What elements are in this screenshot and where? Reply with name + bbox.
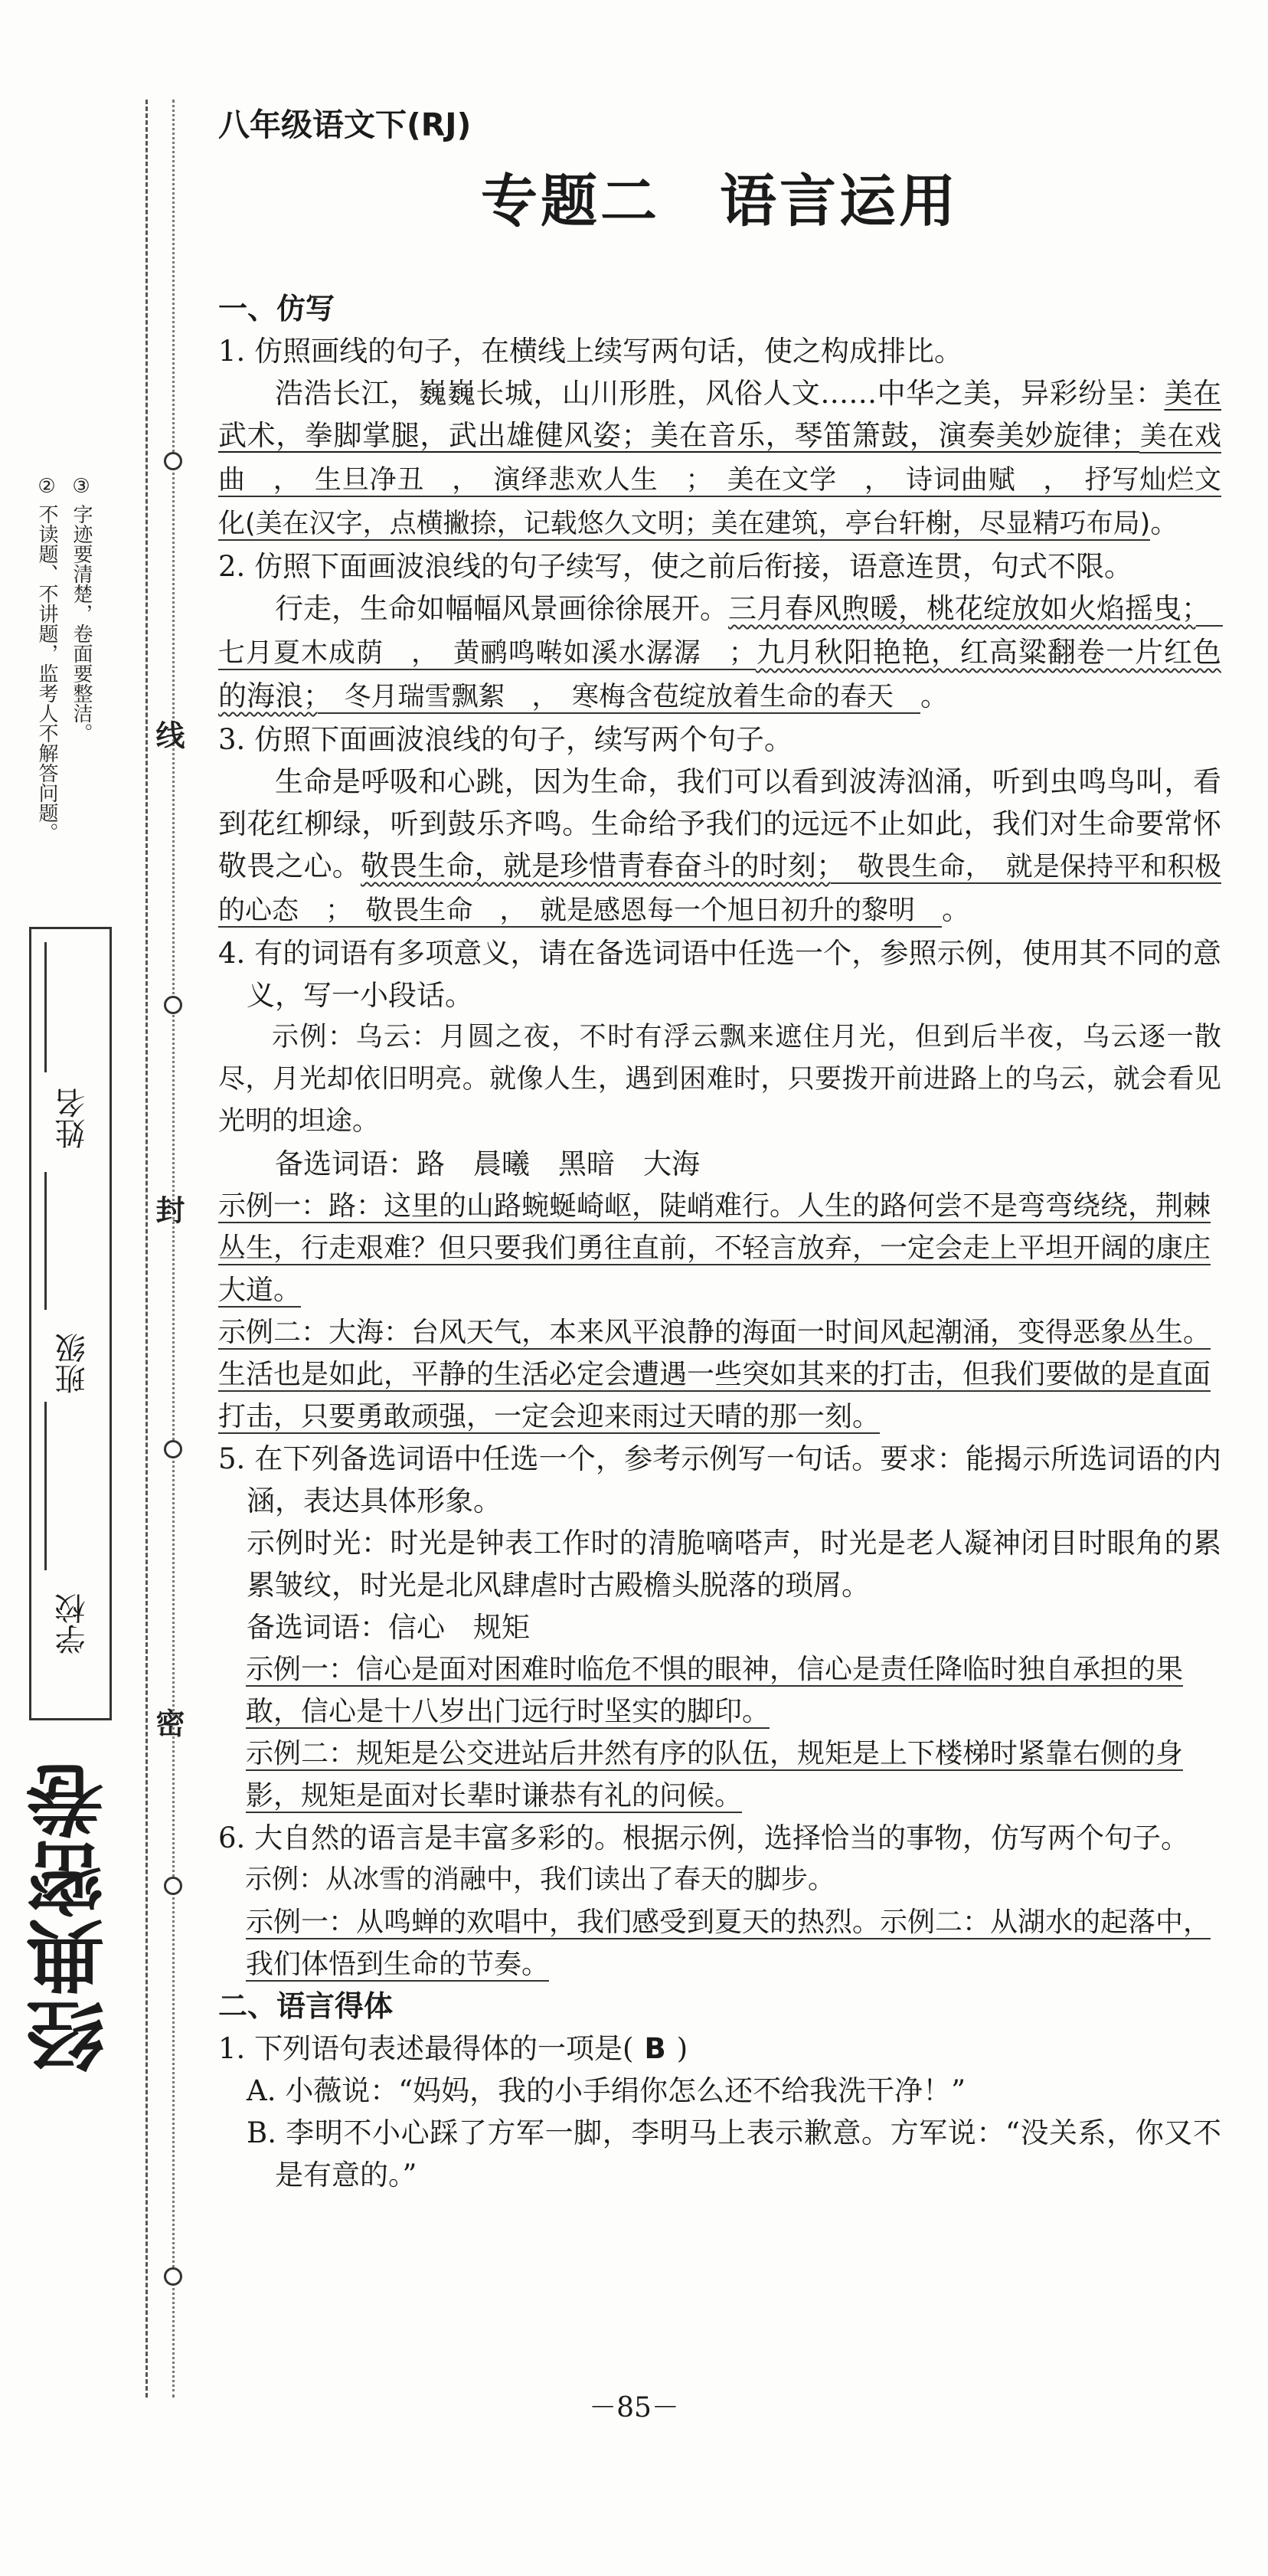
question-4-options: 备选词语：路 晨曦 黑暗 大海	[275, 1147, 700, 1180]
question-3-body	[218, 761, 1221, 932]
page-content	[218, 100, 1221, 2196]
question-6-prompt: 6. 大自然的语言是丰富多彩的。根据示例，选择恰当的事物，仿写两个句子。	[218, 1822, 1190, 1854]
q1-end: 。	[1150, 506, 1179, 539]
q5-answer-1-text: 示例一：信心是面对困难时临危不惧的眼神，信心是责任降临时独自承担的果敢，信心是十八岁出门远行时坚实的脚印。	[246, 1654, 1184, 1727]
exam-note-2: ② 不读题、不讲题，监考人不解答问题。	[35, 475, 58, 843]
section-heading: 一、仿写	[218, 292, 335, 326]
q4-answer-2-text: 示例二：大海：台风天气，本来风平浪静的海面一时间风起潮涌，变得恶象丛生。生活也是如此，平静的生活必定会遭遇一些突如其来的打击，但我们要做的是直面打击，只要勇敢顽强，一定会迎来雨过天晴的那一刻。	[218, 1317, 1211, 1432]
q6-answer-text: 示例一：从鸣蝉的欢唱中，我们感受到夏天的热烈。示例二：从湖水的起落中，我们体悟到生命的节奏。	[246, 1907, 1211, 1980]
question-5-answer-2[interactable]	[218, 1733, 1221, 1817]
s2-q1-option-b[interactable]: B. 李明不小心踩了方军一脚，李明马上表示歉意。方军说：“没关系，你又不是有意的。”	[247, 2116, 1221, 2191]
page-number: －85－	[589, 2392, 679, 2424]
q2-end: 。	[920, 679, 949, 712]
binding-hole-icon	[164, 2267, 182, 2286]
question-6-example: 示例：从冰雪的消融中，我们读出了春天的脚步。	[245, 1864, 835, 1895]
question-2-body	[218, 588, 1221, 718]
q1-answer[interactable]: 美在戏曲 ， 生旦净丑 ， 演绎悲欢人生 ； 美在文学 ， 诗词曲赋 ， 抒写灿烂文化(美在汉字，点横撇捺，记载悠久文明；美在建筑，亭台轩榭，尽显精巧布局)	[218, 421, 1221, 539]
seal-char-xian: 线	[151, 720, 185, 749]
s2-q1-option-a[interactable]: A. 小薇说：“妈妈，我的小手绢你怎么还不给我洗干净！”	[247, 2074, 966, 2107]
q2-answer[interactable]: 七月夏木成荫 ， 黄鹂鸣啭如溪水潺潺 ；	[218, 594, 1223, 669]
s2-q1-prompt-pre: 1. 下列语句表述最得体的一项是(	[218, 2032, 634, 2065]
school-input-line[interactable]	[44, 1402, 47, 1570]
class-input-line[interactable]	[44, 1172, 47, 1310]
q3-answer[interactable]: 敬畏生命， 就是保持平和积极的心态 ； 敬畏生命 ， 就是感恩每一个旭日初升的黎明	[218, 852, 1222, 926]
question-4-answer-2[interactable]	[218, 1311, 1221, 1438]
q3-end: 。	[942, 893, 971, 926]
q2-lead: 行走，生命如幅幅风景画徐徐展开。	[275, 592, 728, 625]
question-5-options: 备选词语：信心 规矩	[247, 1611, 530, 1644]
question-5-answer-1[interactable]	[218, 1648, 1221, 1733]
question-4-answer-1[interactable]	[218, 1185, 1221, 1311]
q4-answer-1-text: 示例一：路：这里的山路蜿蜒崎岖，陡峭难行。人生的路何尝不是弯弯绕绕，荆棘丛生，行走艰难？但只要我们勇往直前，不轻言放弃，一定会走上平坦开阔的康庄大道。	[218, 1190, 1211, 1306]
field-label-name: 姓名	[55, 1088, 90, 1149]
binding-margin	[0, 0, 185, 2576]
question-6-answer[interactable]	[218, 1901, 1221, 1985]
question-2-prompt: 2. 仿照下面画波浪线的句子续写，使之前后衔接，语意连贯，句式不限。	[218, 550, 1133, 583]
q2-answer-2[interactable]: 冬月瑞雪飘絮 ， 寒梅含苞绽放着生命的春天	[317, 682, 921, 712]
q1-underlined: 美在武术，拳脚掌腿，武出雄健风姿；美在音乐，琴笛箫鼓，演奏美妙旋律；	[218, 377, 1221, 452]
field-label-class: 班级	[55, 1333, 90, 1394]
question-4-example: 示例：乌云：月圆之夜，不时有浮云飘来遮住月光，但到后半夜，乌云逐一散尽，月光却依旧明亮。就像人生，遇到困难时，只要拨开前进路上的乌云，就会看见光明的坦途。	[218, 1022, 1221, 1137]
q2-wavy-2: 九月秋阳艳艳，红高粱翻卷一片红色的海浪；	[218, 636, 1221, 712]
question-5-example: 示例时光：时光是钟表工作时的清脆嘀嗒声，时光是老人凝神闭目时眼角的累累皱纹，时光是北风肆虐时古殿檐头脱落的琐屑。	[247, 1527, 1221, 1602]
question-5-prompt: 5. 在下列备选词语中任选一个，参考示例写一句话。要求：能揭示所选词语的内涵，表达具体形象。	[218, 1442, 1221, 1517]
seal-char-mi: 密	[151, 1708, 185, 1737]
binding-hole-icon	[164, 1877, 182, 1895]
running-head: 八年级语文下(RJ)	[218, 106, 472, 143]
binding-cut-line	[145, 100, 148, 2398]
brand-logo: 经典密卷	[25, 1762, 117, 2074]
page-title: 专题二 语言运用	[481, 169, 959, 234]
name-input-line[interactable]	[44, 942, 47, 1072]
question-3-prompt: 3. 仿照下面画波浪线的句子，续写两个句子。	[218, 723, 793, 756]
binding-hole-icon	[164, 996, 182, 1014]
q3-text: 生命是呼吸和心跳，因为生命，我们可以看到波涛汹涌，听到虫鸣鸟叫，看到花红柳绿，听到鼓乐齐鸣。生命给予我们的远远不止如此，我们对生命要常怀敬畏之心。	[218, 765, 1221, 882]
q3-wavy: 敬畏生命，就是珍惜青春奋斗的时刻；	[360, 849, 831, 882]
binding-dotted-line	[172, 100, 175, 2398]
s2-q1-answer[interactable]: B	[644, 2032, 666, 2065]
exam-note-3: ③ 字迹要清楚，卷面要整洁。	[70, 475, 93, 744]
s2-question-1-prompt	[218, 2028, 1221, 2070]
q5-answer-2-text: 示例二：规矩是公交进站后井然有序的队伍，规矩是上下楼梯时紧靠右侧的身影，规矩是面对长辈时谦恭有礼的问候。	[246, 1738, 1184, 1812]
section-heading: 二、语言得体	[218, 1989, 394, 2023]
binding-hole-icon	[164, 1440, 182, 1458]
seal-char-feng: 封	[151, 1195, 185, 1224]
s2-q1-prompt-post: )	[676, 2032, 688, 2065]
question-4-prompt: 4. 有的词语有多项意义，请在备选词语中任选一个，参照示例，使用其不同的意义，写一小段话。	[218, 937, 1221, 1012]
question-1-body	[218, 372, 1221, 545]
binding-hole-icon	[164, 452, 182, 470]
field-label-school: 学校	[55, 1593, 90, 1655]
q1-lead: 浩浩长江，巍巍长城，山川形胜，风俗人文……中华之美，异彩纷呈：	[275, 377, 1165, 410]
question-1-prompt: 1. 仿照画线的句子，在横线上续写两句话，使之构成排比。	[218, 335, 963, 368]
q2-wavy: 三月春风煦暖，桃花绽放如火焰摇曳；	[728, 592, 1196, 625]
